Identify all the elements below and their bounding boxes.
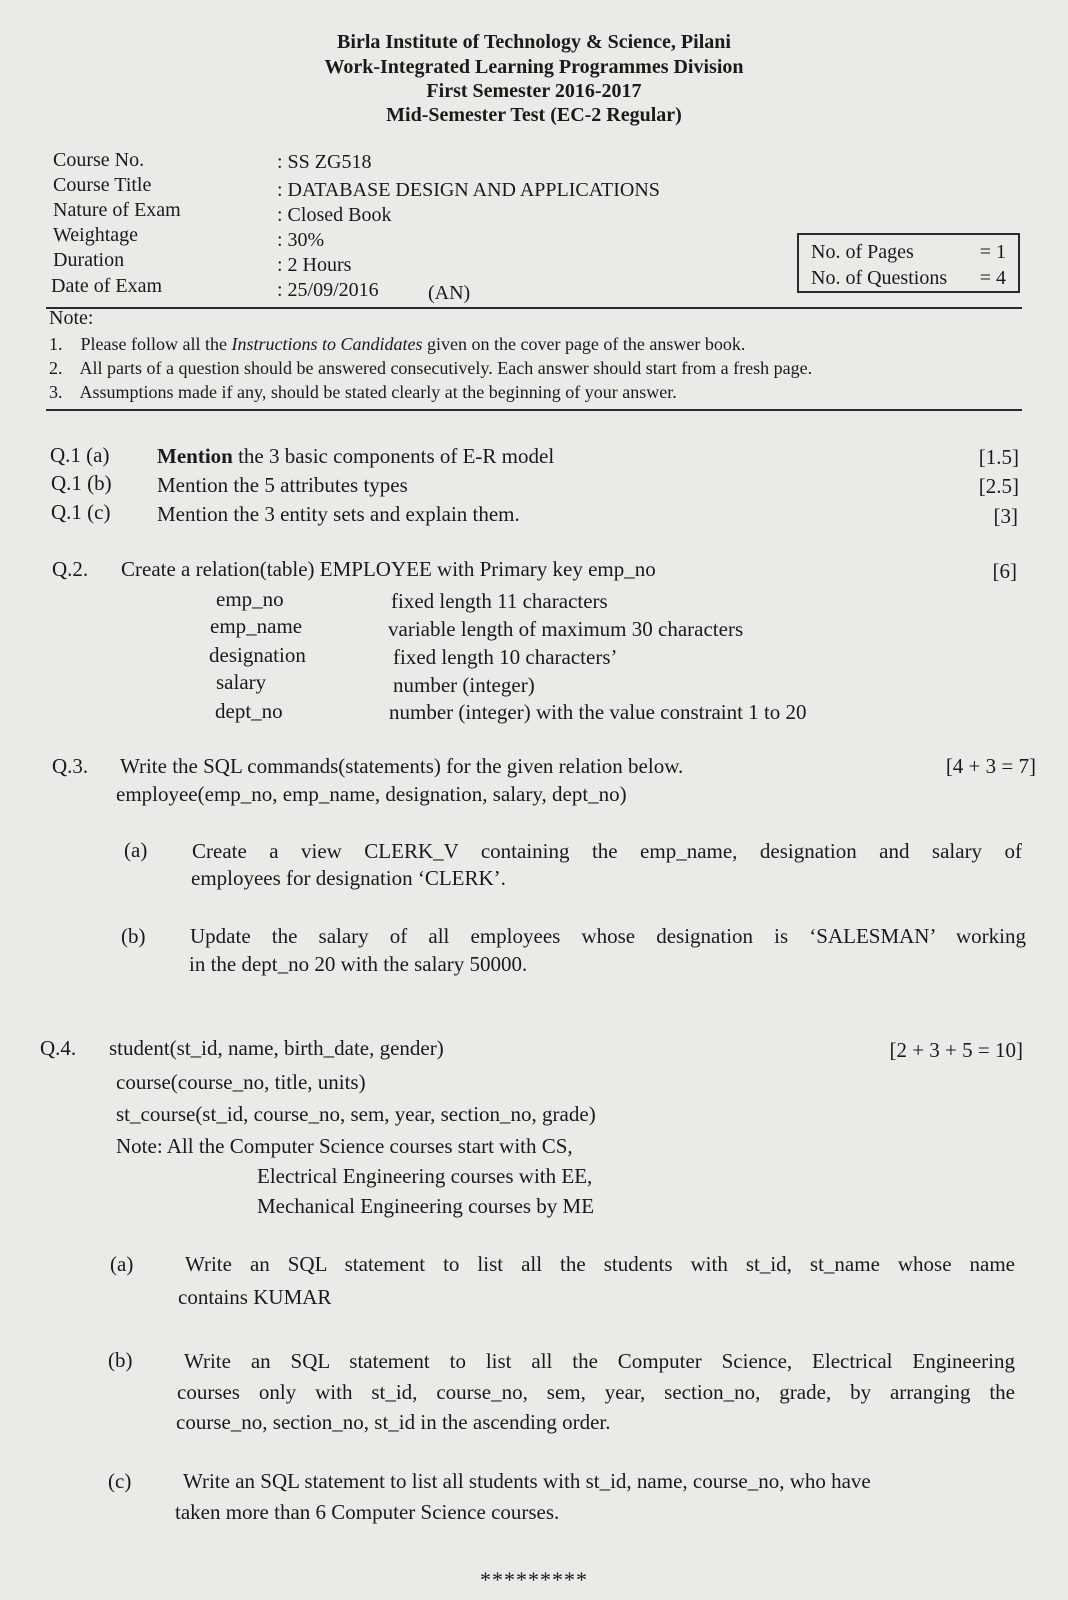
- q2-marks: [6]: [992, 559, 1017, 583]
- meta-value-nature: : Closed Book: [277, 204, 392, 226]
- note-2-num: 2.: [49, 358, 63, 378]
- note-3: [49, 381, 677, 403]
- info-box: [797, 233, 1020, 293]
- q1a-label: Q.1 (a): [50, 443, 110, 467]
- q1c-marks: [3]: [993, 504, 1018, 528]
- pages-label: No. of Pages: [811, 241, 914, 263]
- q4-note-3: Mechanical Engineering courses by ME: [257, 1194, 595, 1218]
- end-stars: *********: [480, 1567, 588, 1592]
- note-title: Note:: [49, 307, 94, 329]
- q2-field-name-1: emp_no: [216, 587, 284, 611]
- q2-field-name-5: dept_no: [215, 699, 283, 723]
- q2-label: Q.2.: [52, 557, 89, 581]
- q4-relation-3: st_course(st_id, course_no, sem, year, section_no, grade): [116, 1102, 596, 1126]
- note-3-num: 3.: [49, 382, 63, 402]
- institute-name: Birla Institute of Technology & Science, Pilani: [337, 31, 731, 53]
- q3-label: Q.3.: [52, 754, 89, 778]
- semester: First Semester 2016-2017: [426, 80, 642, 102]
- q2-field-name-2: emp_name: [210, 614, 303, 638]
- meta-label-weightage: Weightage: [53, 224, 139, 246]
- division-name: Work-Integrated Learning Programmes Division: [324, 56, 744, 78]
- q4-note-1: Note: All the Computer Science courses start with CS,: [116, 1134, 573, 1158]
- q3a-line1: Create a view CLERK_V containing the emp_name, designation and salary of: [192, 839, 1022, 863]
- q1b-text: Mention the 5 attributes types: [157, 473, 408, 497]
- meta-label-course-no: Course No.: [53, 149, 145, 171]
- q4a-label: (a): [110, 1252, 134, 1276]
- q3b-line2: in the dept_no 20 with the salary 50000.: [189, 952, 528, 976]
- q3a-label: (a): [124, 838, 148, 862]
- q4-label: Q.4.: [40, 1036, 77, 1060]
- note-1-num: 1.: [49, 334, 63, 354]
- meta-value-weightage: : 30%: [277, 229, 325, 251]
- q4c-line2: taken more than 6 Computer Science courses.: [175, 1500, 560, 1524]
- q2-field-desc-1: fixed length 11 characters: [391, 589, 608, 613]
- q3-text: Write the SQL commands(statements) for the given relation below.: [120, 754, 684, 778]
- note-1-em: Instructions to Candidates: [231, 334, 423, 354]
- q3b-line1: Update the salary of all employees whose designation is ‘SALESMAN’ working: [190, 924, 1026, 948]
- q4-note-2: Electrical Engineering courses with EE,: [257, 1164, 593, 1188]
- meta-label-course-title: Course Title: [53, 174, 152, 196]
- divider-notes: [46, 409, 1022, 411]
- q4a-line2: contains KUMAR: [178, 1285, 332, 1309]
- q4a-line1: Write an SQL statement to list all the students with st_id, st_name whose name: [185, 1252, 1015, 1276]
- q2-field-name-4: salary: [216, 670, 267, 694]
- note-1-post: given on the cover page of the answer book.: [422, 334, 746, 354]
- q2-field-desc-4: number (integer): [393, 673, 535, 697]
- q4b-line3: course_no, section_no, st_id in the ascending order.: [176, 1410, 611, 1434]
- q1a-marks: [1.5]: [978, 445, 1019, 469]
- q2-field-desc-3: fixed length 10 characters’: [393, 645, 618, 669]
- q2-text: Create a relation(table) EMPLOYEE with Primary key emp_no: [121, 557, 656, 581]
- q2-field-name-3: designation: [209, 643, 306, 667]
- meta-value-course-title: : DATABASE DESIGN AND APPLICATIONS: [277, 179, 660, 201]
- q1b-marks: [2.5]: [978, 474, 1019, 498]
- meta-label-duration: Duration: [53, 249, 125, 271]
- q4c-line1: Write an SQL statement to list all students with st_id, name, course_no, who have: [183, 1469, 871, 1493]
- note-1: [49, 333, 745, 355]
- questions-label: No. of Questions: [811, 267, 948, 289]
- q3-relation: employee(emp_no, emp_name, designation, salary, dept_no): [116, 782, 627, 806]
- q1b-label: Q.1 (b): [51, 471, 112, 495]
- q4b-line1: Write an SQL statement to list all the Computer Science, Electrical Engineering: [184, 1349, 1015, 1373]
- q4b-label: (b): [108, 1348, 133, 1372]
- q1a-text: [157, 442, 554, 470]
- q3b-label: (b): [121, 924, 146, 948]
- pages-value: = 1: [979, 241, 1006, 263]
- questions-value: = 4: [979, 267, 1006, 289]
- meta-label-date: Date of Exam: [51, 275, 163, 297]
- q4-relation-1: student(st_id, name, birth_date, gender): [109, 1036, 444, 1060]
- divider-top: [46, 307, 1022, 309]
- note-2-text: All parts of a question should be answered consecutively. Each answer should start from a fresh page.: [79, 358, 813, 378]
- q3-marks: [4 + 3 = 7]: [945, 754, 1036, 778]
- meta-value-date: : 25/09/2016: [277, 279, 379, 301]
- q1c-label: Q.1 (c): [51, 500, 111, 524]
- q4c-label: (c): [108, 1469, 132, 1493]
- q1a-rest: the 3 basic components of E-R model: [232, 444, 555, 468]
- note-1-pre: Please follow all the: [80, 334, 232, 354]
- meta-label-nature: Nature of Exam: [53, 199, 181, 221]
- q3a-line2: employees for designation ‘CLERK’.: [191, 866, 506, 890]
- note-3-text: Assumptions made if any, should be stated clearly at the beginning of your answer.: [79, 382, 677, 402]
- note-2: [49, 357, 812, 379]
- test-name: Mid-Semester Test (EC-2 Regular): [386, 104, 682, 126]
- q2-field-desc-2: variable length of maximum 30 characters: [388, 617, 744, 641]
- meta-value-duration: : 2 Hours: [277, 254, 352, 276]
- q1c-text: Mention the 3 entity sets and explain them.: [157, 502, 520, 526]
- session-label: (AN): [428, 282, 471, 304]
- q1a-bold: Mention: [157, 444, 233, 468]
- q4b-line2: courses only with st_id, course_no, sem, year, section_no, grade, by arranging the: [177, 1380, 1015, 1404]
- q4-relation-2: course(course_no, title, units): [116, 1070, 366, 1094]
- q4-marks: [2 + 3 + 5 = 10]: [889, 1038, 1023, 1062]
- meta-value-course-no: : SS ZG518: [277, 151, 372, 173]
- q2-field-desc-5: number (integer) with the value constraint 1 to 20: [389, 700, 807, 724]
